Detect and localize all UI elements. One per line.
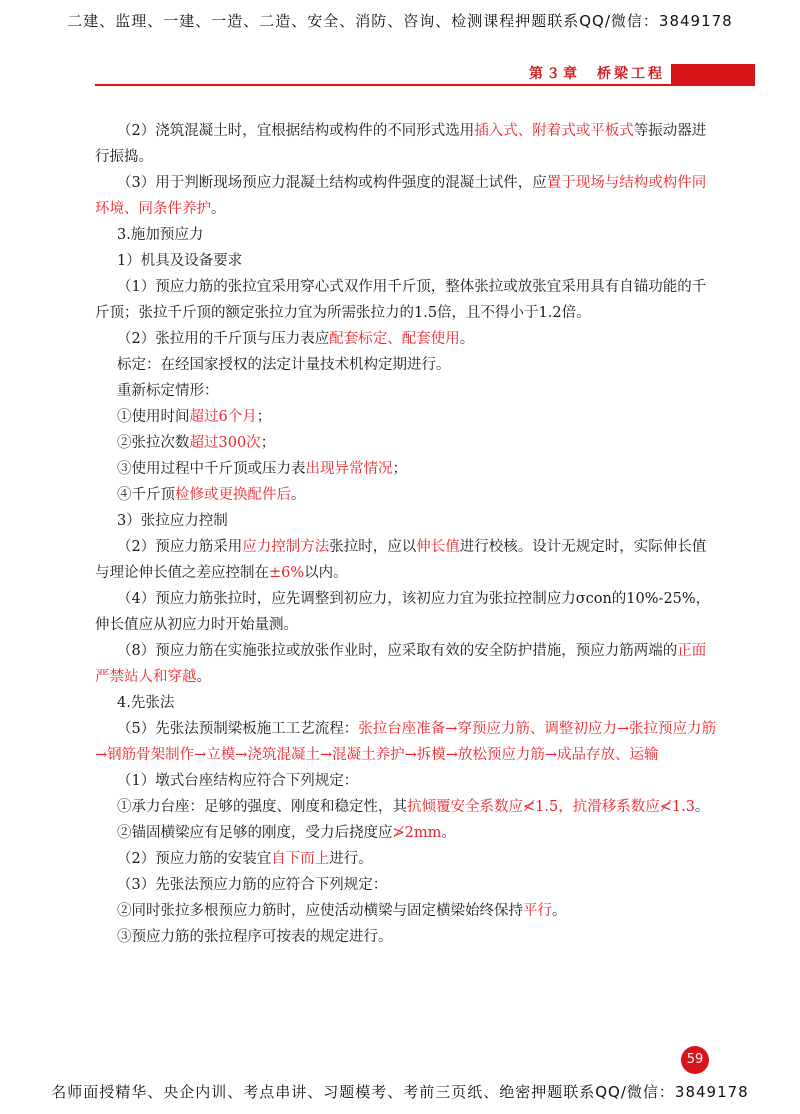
paragraph [95, 482, 720, 508]
paragraph [95, 508, 720, 534]
paragraph [95, 248, 720, 274]
paragraph [95, 820, 720, 846]
body-text: （2）张拉用的千斤顶与压力表应 [117, 331, 330, 347]
body-text: ②张拉次数 [117, 435, 190, 451]
body-text: 进行。 [329, 851, 373, 867]
highlight-text: 插入式、附着式或平板式 [474, 123, 634, 139]
highlight-text: 出现异常情况 [305, 461, 393, 477]
body-text: 3）张拉应力控制 [117, 513, 228, 529]
body-text: （8）预应力筋在实施张拉或放张作业时，应采取有效的安全防护措施，预应力筋两端的 [117, 643, 678, 659]
body-text: 标定：在经国家授权的法定计量技术机构定期进行。 [117, 357, 451, 373]
body-text: （2）浇筑混凝土时，宜根据结构或构件的不同形式选用 [117, 123, 475, 139]
body-text: 张拉时，应以 [329, 539, 417, 555]
highlight-text: 置于现场与结构或构件同环境、同条件养护 [95, 175, 707, 217]
body-text: 。 [291, 487, 306, 503]
body-text: 1）机具及设备要求 [117, 253, 243, 269]
chapter-rule [95, 84, 755, 86]
body-text: ②锚固横梁应有足够的刚度，受力后挠度应 [117, 825, 393, 841]
body-text: （2）预应力筋的安装宜 [117, 851, 272, 867]
highlight-text: 应力控制方法 [242, 539, 330, 555]
body-text: ②同时张拉多根预应力筋时，应使活动横梁与固定横梁始终保持 [117, 903, 523, 919]
body-text: （1）墩式台座结构应符合下列规定： [117, 773, 359, 789]
body-text: 。 [196, 669, 211, 685]
paragraph [95, 846, 720, 872]
body-text: ③预应力筋的张拉程序可按表的规定进行。 [117, 929, 393, 945]
paragraph [95, 222, 720, 248]
body-text: 3.施加预应力 [117, 227, 204, 243]
chapter-title: 第３章 桥梁工程 [519, 64, 671, 84]
body-text: （3）用于判断现场预应力混凝土结构或构件强度的混凝土试件，应 [117, 175, 547, 191]
page-number: 59 [681, 1046, 709, 1074]
paragraph [95, 274, 720, 326]
body-text: （2）预应力筋采用 [117, 539, 243, 555]
highlight-text: 抗倾覆安全系数应≮1.5，抗滑移系数应≮1.3 [407, 799, 695, 815]
paragraph [95, 586, 720, 638]
paragraph [95, 352, 720, 378]
paragraph [95, 378, 720, 404]
body-text: 重新标定情形： [117, 383, 219, 399]
body-text: （1）预应力筋的张拉宜采用穿心式双作用千斤顶，整体张拉或放张宜采用具有自锚功能的千斤顶；张拉千斤顶的额定张拉力宜为所需张拉力的1.5倍，且不得小于1.2倍。 [95, 279, 707, 321]
paragraph [95, 534, 720, 586]
paragraph [95, 430, 720, 456]
chapter-header [95, 64, 755, 86]
highlight-text: 超过6个月 [189, 409, 257, 425]
body-text: ①使用时间 [117, 409, 190, 425]
paragraph [95, 118, 720, 170]
paragraph [95, 326, 720, 352]
body-text: ； [260, 435, 276, 451]
paragraph [95, 716, 720, 768]
body-text: 等振动器进行振捣。 [95, 123, 707, 165]
body-text: ①承力台座：足够的强度、刚度和稳定性，其 [117, 799, 407, 815]
body-text: 以内。 [304, 565, 348, 581]
body-text: ； [256, 409, 272, 425]
body-text: 4.先张法 [117, 695, 175, 711]
paragraph [95, 794, 720, 820]
bottom-banner: 名师面授精华、央企内训、考点串讲、习题模考、考前三页纸、绝密押题联系QQ/微信：3849178 [51, 1083, 749, 1101]
body-text: ③使用过程中千斤顶或压力表 [117, 461, 306, 477]
highlight-text: 自下而上 [271, 851, 330, 867]
highlight-text: 正面严禁站人和穿越 [95, 643, 707, 685]
paragraph [95, 872, 720, 898]
body-text: 。 [459, 331, 475, 347]
body-text: 。 [211, 201, 226, 217]
document-body [95, 118, 720, 950]
body-text: （4）预应力筋张拉时，应先调整到初应力，该初应力宜为张拉控制应力σcon的10%-25%，伸长值应从初应力时开始量测。 [95, 591, 711, 633]
body-text: 。 [694, 799, 710, 815]
paragraph [95, 924, 720, 950]
highlight-text: ≯2mm [392, 825, 442, 841]
body-text: （3）先张法预应力筋的应符合下列规定： [117, 877, 388, 893]
paragraph [95, 638, 720, 690]
body-text: ； [392, 461, 407, 477]
highlight-text: ±6% [269, 565, 305, 581]
highlight-text: 平行 [523, 903, 552, 919]
top-banner: 二建、监理、一建、一造、二造、安全、消防、咨询、检测课程押题联系QQ/微信：3849178 [67, 12, 733, 30]
body-text: （5）先张法预制梁板施工工艺流程： [117, 721, 359, 737]
paragraph [95, 404, 720, 430]
highlight-text: 伸长值 [416, 539, 460, 555]
body-text: 。 [441, 825, 456, 841]
paragraph [95, 768, 720, 794]
highlight-text: 超过300次 [189, 435, 261, 451]
body-text: ④千斤顶 [117, 487, 175, 503]
paragraph [95, 690, 720, 716]
paragraph [95, 456, 720, 482]
body-text: 进行校核。设计无规定时，实际伸长值与理论伸长值之差应控制在 [95, 539, 707, 581]
highlight-text: 张拉台座准备→穿预应力筋、调整初应力→张拉预应力筋→钢筋骨架制作→立模→浇筑混凝土→混凝土养护→拆模→放松预应力筋→成品存放、运输 [95, 721, 717, 763]
highlight-text: 配套标定、配套使用 [329, 331, 460, 347]
paragraph [95, 170, 720, 222]
highlight-text: 检修或更换配件后 [175, 487, 291, 503]
paragraph [95, 898, 720, 924]
body-text: 。 [552, 903, 567, 919]
